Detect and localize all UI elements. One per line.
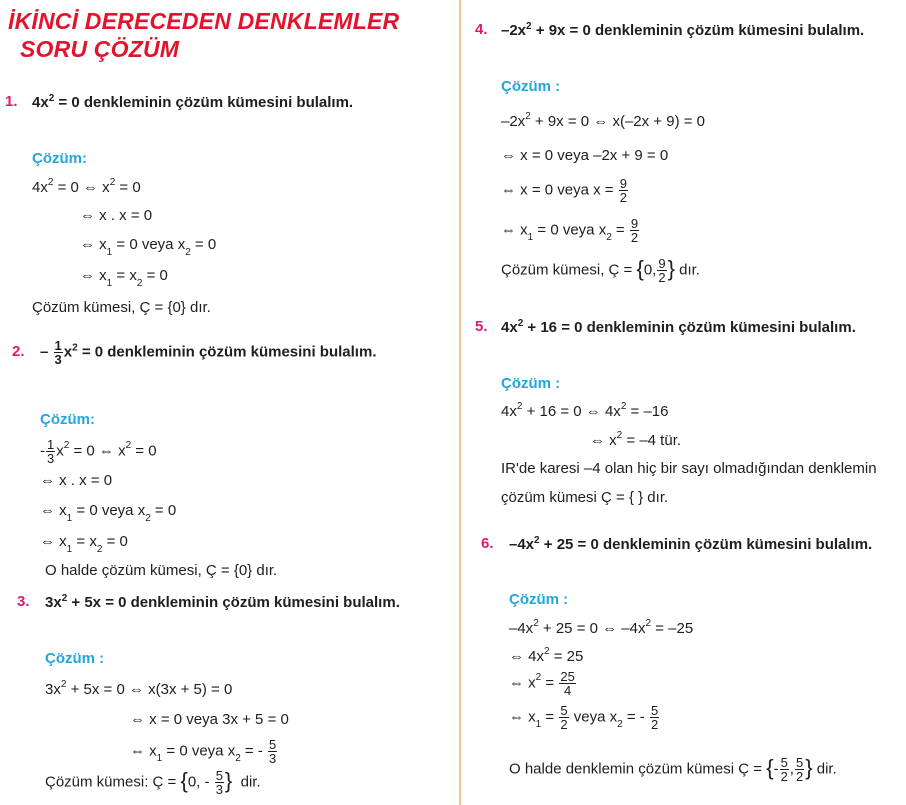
problem-6-step-2: ⇔ $4x^2 = 25$ [509,646,584,665]
problem-3-question: $3x^2 + 5x = 0$ denkleminin çözüm kümesini bulalım. [45,593,400,611]
problem-1-step-2: ⇔ x . x = 0 [80,207,153,224]
problem-3-solution-set: Çözüm kümesi: Ç = {0, - $\frac{5}{3}$ } dir. [45,767,261,797]
problem-4-step-3: ⇔ x = 0 veya x = $\frac{9}{2}$ [501,176,627,205]
problem-4-step-1: $-2x^2 + 9x = 0$ ⇔ x(–2x + 9) = 0 [501,111,706,130]
problem-1-step-4: ⇔ $x_1 = x_2 = 0$ [80,267,168,289]
problem-1-question: $4x^2 = 0$ denkleminin çözüm kümesini bulalım. [32,93,354,111]
problem-5-solution-set: çözüm kümesi Ç = { } dır. [501,489,669,506]
problem-5-solution-label: Çözüm : [501,375,561,392]
problem-6-step-1: $-4x^2 + 25 = 0$ ⇔ $-4x^2 = -25$ [509,618,694,637]
problem-1-step-1: $4x^2 = 0$ ⇔ $x^2 = 0$ [32,177,141,196]
problem-3-step-1: $3x^2 + 5x = 0$ ⇔ x(3x + 5) = 0 [45,679,233,698]
column-divider [459,0,461,805]
problem-5-number: 5. [475,318,488,335]
problem-3-solution-label: Çözüm : [45,650,105,667]
problem-6-question: $-4x^2 + 25 = 0$ denkleminin çözüm kümesini bulalım. [509,535,873,553]
problem-2-solution-label: Çözüm: [40,411,95,428]
problem-2-number: 2. [12,343,25,360]
problem-1-number: 1. [5,93,18,110]
problem-6-number: 6. [481,535,494,552]
problem-4-solution-label: Çözüm : [501,78,561,95]
page-title-line1: İKİNCİ DERECEDEN DENKLEMLER [8,8,400,34]
problem-3-number: 3. [17,593,30,610]
problem-4-solution-set: Çözüm kümesi, Ç = {0, $\frac{9}{2}$ } dır. [501,255,700,285]
problem-3-step-3: ⇔ $x_1 = 0$ veya $x_2$ = - $\frac{5}{3}$ [130,737,277,766]
problem-2-solution-set: O halde çözüm kümesi, Ç = {0} dır. [45,562,278,579]
problem-6-solution-label: Çözüm : [509,591,569,608]
problem-2-step-1: - $\frac{1}{3}$ $x^2 = 0$ ⇔ $x^2 = 0$ [40,437,157,466]
problem-2-question: – $\frac{1}{3}$ $x^2 = 0$ denkleminin çözüm kümesini bulalım. [40,338,377,367]
problem-4-step-4: ⇔ $x_1 = 0$ veya $x_2$ = $\frac{9}{2}$ [501,216,639,245]
problem-5-question: $4x^2 + 16 = 0$ denkleminin çözüm kümesini bulalım. [501,318,856,336]
problem-2-step-4: ⇔ $x_1 = x_2 = 0$ [40,533,128,555]
problem-4-question: $-2x^2 + 9x = 0$ denkleminin çözüm kümesini bulalım. [501,21,865,39]
problem-6-solution-set: O halde denklemin çözüm kümesi Ç = {- $\frac{5}{2}$ , $\frac{5}{2}$ } dir. [509,754,837,784]
problem-4-number: 4. [475,21,488,38]
problem-5-explanation: IR'de karesi –4 olan hiç bir sayı olmadığından denklemin [501,460,877,477]
problem-1-step-3: ⇔ $x_1 = 0$ veya $x_2 = 0$ [80,236,217,258]
problem-2-step-3: ⇔ $x_1 = 0$ veya $x_2 = 0$ [40,502,177,524]
problem-1-solution-label: Çözüm: [32,150,87,167]
problem-4-step-2: ⇔ x = 0 veya –2x + 9 = 0 [501,147,669,164]
problem-5-step-1: $4x^2 + 16 = 0$ ⇔ $4x^2 = -16$ [501,401,669,420]
problem-6-step-4: ⇔ $x_1$ = $\frac{5}{2}$ veya $x_2$ = - $\frac{5}{2}$ [509,703,659,732]
problem-5-step-2: ⇔ $x^2 = -4$ tür. [590,430,682,449]
problem-1-solution-set: Çözüm kümesi, Ç = {0} dır. [32,299,211,316]
problem-2-step-2: ⇔ x . x = 0 [40,472,113,489]
page-title-line2: SORU ÇÖZÜM [20,36,180,62]
problem-3-step-2: ⇔ x = 0 veya 3x + 5 = 0 [130,711,289,728]
problem-6-step-3: ⇔ $x^2$ = $\frac{25}{4}$ [509,669,575,698]
